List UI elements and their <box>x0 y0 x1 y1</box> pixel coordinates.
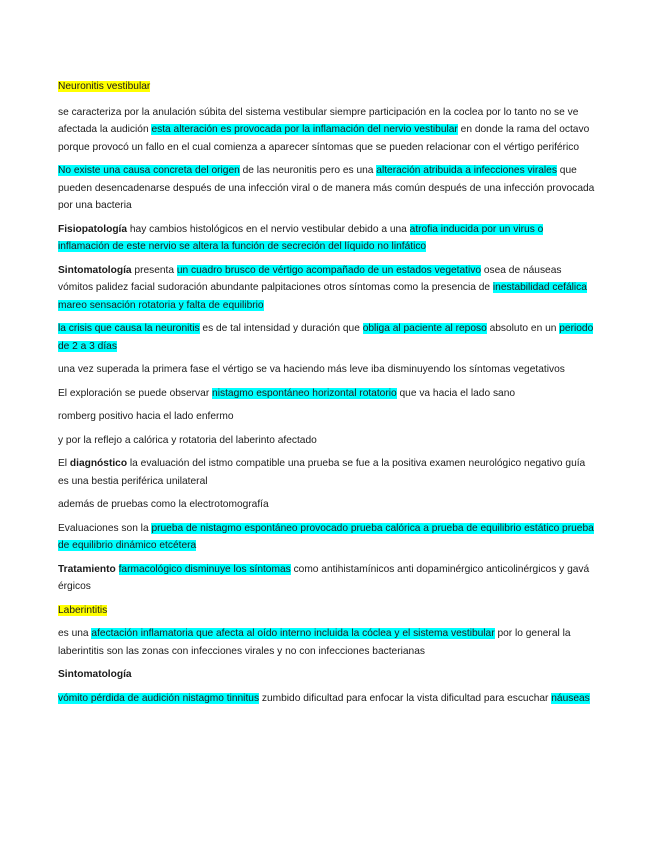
text-run: como antihistamínicos anti dopaminérgico anticolinérgicos y gavá érgicos <box>58 563 590 592</box>
text-run: se caracteriza por la anulación súbita del sistema vestibular siempre participación en la coclea por lo tanto no se ve afectada la audición <box>58 106 579 135</box>
text-run: zumbido dificultad para enfocar la vista dificultad para escuchar <box>259 692 552 704</box>
text-run: romberg positivo hacia el lado enfermo <box>58 411 234 422</box>
text-run: Evaluaciones son la <box>58 522 152 534</box>
highlighted-text: obliga al paciente al reposo <box>362 323 487 334</box>
highlighted-text: la crisis que causa la neuronitis <box>58 323 200 334</box>
paragraph-crisis <box>58 320 595 355</box>
heading-sintomatologia <box>58 666 595 684</box>
text-run: la evaluación del istmo compatible una prueba se fue a la positiva examen neurológico negativo guía es una bestia periférica unilateral <box>58 458 586 487</box>
highlighted-text: atrofia inducida por un virus o inflamación de este nervio se altera la función de secreción del líquido no linfático <box>58 223 544 252</box>
bold-term: Fisiopatología <box>58 223 128 235</box>
highlighted-text: esta alteración es provocada por la inflamación del nervio vestibular <box>151 124 458 135</box>
highlighted-text: afectación inflamatoria que afecta al oído interno incluida la cóclea y el sistema vestibular <box>91 628 495 639</box>
text-run: absoluto en un <box>486 323 560 334</box>
text-run: El exploración se puede observar <box>58 387 213 399</box>
highlighted-text: inestabilidad cefálica mareo sensación rotatoria y falta de equilibrio <box>58 282 587 311</box>
paragraph-reflex <box>58 432 595 450</box>
highlighted-text: Laberintitis <box>58 604 108 616</box>
highlighted-text: Neuronitis vestibular <box>58 81 151 92</box>
paragraph-causes <box>58 162 595 215</box>
paragraph-symptomatology <box>58 262 595 315</box>
paragraph-evaluations <box>58 520 595 555</box>
paragraph-definition <box>58 104 595 157</box>
paragraph-physiopathology <box>58 221 595 256</box>
paragraph-romberg <box>58 408 595 426</box>
text-run: que pueden desencadenarse después de una infección viral o de manera más común después de una infección provocada por una bacteria <box>58 165 595 211</box>
text-run: por lo general la laberintitis son las zonas con infecciones virales y no con infecciones bacterianas <box>58 628 571 657</box>
highlighted-text: prueba de nistagmo espontáneo provocado prueba calórica a prueba de equilibrio estático prueba de equilibrio dinámico etcétera <box>58 522 594 551</box>
paragraph-laberintitis-definition <box>58 625 595 660</box>
bold-term: Tratamiento <box>58 563 116 575</box>
highlighted-text: No existe una causa concreta del origen <box>58 165 240 176</box>
bold-term: diagnóstico <box>69 458 128 469</box>
text-run: y por la reflejo a calórica y rotatoria del laberinto afectado <box>58 434 317 446</box>
heading-laberintitis <box>58 602 595 620</box>
text-run: de las neuronitis pero es una <box>239 165 377 176</box>
text-run: es una <box>58 628 92 639</box>
paragraph-diagnosis <box>58 455 595 490</box>
highlighted-text: alteración atribuida a infecciones virales <box>376 165 557 176</box>
highlighted-text: periodo de 2 a 3 días <box>58 323 594 352</box>
paragraph-tests <box>58 496 595 514</box>
text-run: hay cambios histológicos en el nervio vestibular debido a una <box>127 223 410 235</box>
paragraph-laberintitis-symptoms <box>58 690 595 708</box>
bold-term: Sintomatología <box>58 264 132 276</box>
paragraph-treatment <box>58 561 595 596</box>
text-run: además de pruebas como la electrotomografía <box>58 499 269 510</box>
heading-neuronitis-vestibular <box>58 78 595 96</box>
text-run: una vez superada la primera fase el vértigo se va haciendo más leve iba disminuyendo los síntomas vegetativos <box>58 364 565 375</box>
highlighted-text: farmacológico disminuye los síntomas <box>118 563 291 575</box>
text-run: osea de náuseas vómitos palidez facial sudoración abundante palpitaciones otros síntomas como la presencia de <box>58 264 562 293</box>
text-run: en donde la rama del octavo porque provocó un fallo en el cual comienza a aparecer síntomas que se pueden relacionar con el vértigo periférico <box>58 124 590 153</box>
text-run: El <box>58 458 70 469</box>
bold-term: Sintomatología <box>58 669 132 680</box>
text-run: que va hacia el lado sano <box>396 387 516 399</box>
highlighted-text: nistagmo espontáneo horizontal rotatorio <box>212 387 397 399</box>
text-run: presenta <box>131 264 177 276</box>
highlighted-text: náuseas <box>551 692 590 704</box>
paragraph-exploration <box>58 385 595 403</box>
highlighted-text: vómito pérdida de audición nistagmo tinnitus <box>58 692 260 704</box>
highlighted-text: un cuadro brusco de vértigo acompañado de un estados vegetativo <box>176 264 482 276</box>
paragraph-recovery <box>58 361 595 379</box>
text-run: es de tal intensidad y duración que <box>199 323 363 334</box>
